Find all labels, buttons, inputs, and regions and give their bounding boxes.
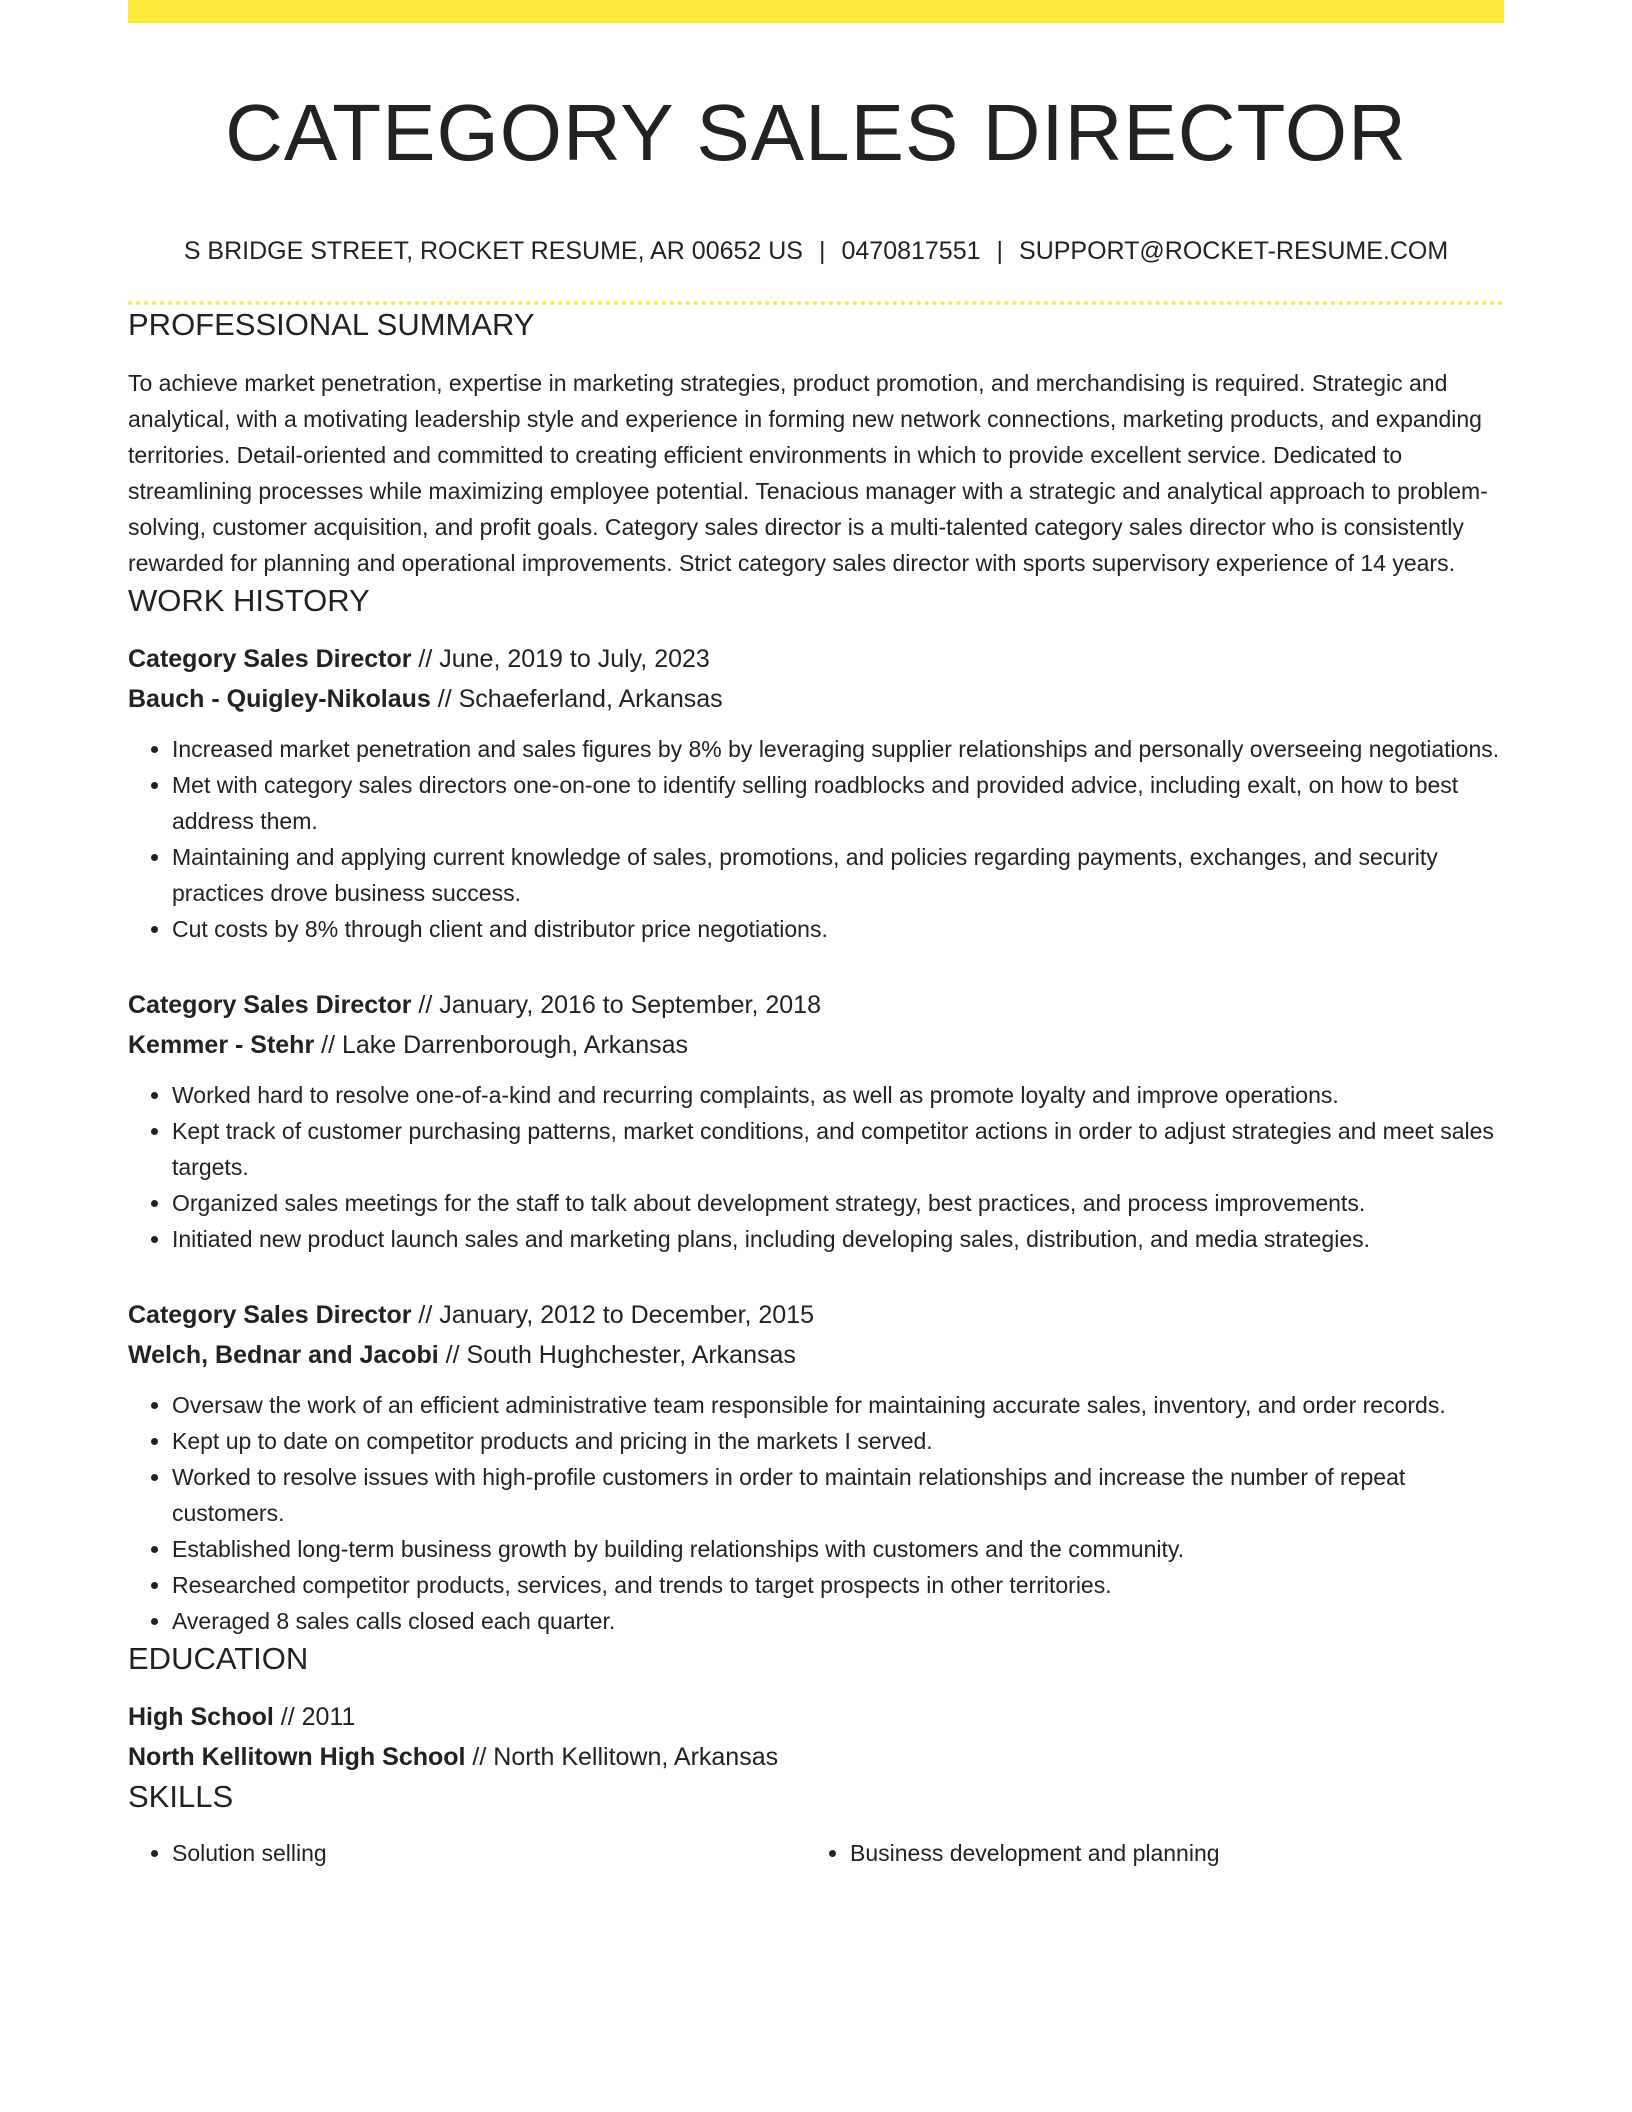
job-bullet: • Averaged 8 sales calls closed each quarter.: [172, 1603, 1504, 1639]
education-degree-line: [128, 1697, 1504, 1737]
job-location: // South Hughchester, Arkansas: [438, 1341, 796, 1369]
education-year: // 2011: [273, 1703, 356, 1731]
job-company: Welch, Bednar and Jacobi: [128, 1341, 439, 1369]
education-heading: EDUCATION: [128, 1641, 309, 1676]
contact-line: [128, 235, 1504, 267]
education-location: // North Kellitown, Arkansas: [465, 1743, 779, 1771]
job-role-line: [128, 1295, 1504, 1335]
job-bullet: • Established long-term business growth by building relationships with customers and the community.: [172, 1531, 1504, 1567]
job-role: Category Sales Director: [128, 991, 412, 1019]
job-company-line: [128, 1335, 1504, 1375]
job-bullets: [128, 1077, 1504, 1257]
job-bullets: [128, 731, 1504, 947]
job-bullet: • Cut costs by 8% through client and distributor price negotiations.: [172, 911, 1504, 947]
job-bullet: • Worked hard to resolve one-of-a-kind and recurring complaints, as well as promote loyalty and improve operations.: [172, 1077, 1504, 1113]
summary-text: To achieve market penetration, expertise in marketing strategies, product promotion, and merchandising is required. Strategic and analytical, with a motivating leadership style and experience in forming new network connections, marketing products, and expanding territories. Detail-oriented and committed to creating efficient environments in which to provide excellent service. Dedicated to streamlining processes while maximizing employee potential. Tenacious manager with a strategic and analytical approach to problem-solving, customer acquisition, and profit goals. Category sales director is a multi-talented category sales director who is consistently rewarded for planning and operational improvements. Strict category sales director with sports supervisory experience of 14 years.: [128, 370, 1488, 576]
skills-column-right: [806, 1835, 1484, 1871]
accent-top-bar: [128, 0, 1504, 23]
contact-phone: 0470817551: [841, 237, 981, 265]
education-school: North Kellitown High School: [128, 1743, 466, 1771]
job-location: // Lake Darrenborough, Arkansas: [314, 1031, 688, 1059]
job-dates: // January, 2016 to September, 2018: [411, 991, 821, 1019]
job-entry: [128, 985, 1504, 1257]
summary-heading: PROFESSIONAL SUMMARY: [128, 307, 535, 342]
work-history-heading: WORK HISTORY: [128, 583, 370, 618]
job-role-line: [128, 639, 1504, 679]
job-bullet: • Researched competitor products, services, and trends to target prospects in other territories.: [172, 1567, 1504, 1603]
education-school-line: [128, 1737, 1504, 1777]
contact-address: S BRIDGE STREET, ROCKET RESUME, AR 00652 US: [183, 237, 803, 265]
job-bullet: • Oversaw the work of an efficient administrative team responsible for maintaining accurate sales, inventory, and order records.: [172, 1387, 1504, 1423]
job-bullet: • Initiated new product launch sales and marketing plans, including developing sales, distribution, and media strategies.: [172, 1221, 1504, 1257]
job-company: Bauch - Quigley-Nikolaus: [128, 685, 431, 713]
job-bullet: • Increased market penetration and sales figures by 8% by leveraging supplier relationships and personally overseeing negotiations.: [172, 731, 1504, 767]
skills-heading: SKILLS: [128, 1779, 234, 1814]
job-bullet: • Organized sales meetings for the staff to talk about development strategy, best practices, and process improvements.: [172, 1185, 1504, 1221]
job-location: // Schaeferland, Arkansas: [430, 685, 723, 713]
job-dates: // January, 2012 to December, 2015: [411, 1301, 815, 1329]
education-entry: [128, 1697, 1504, 1777]
job-role: Category Sales Director: [128, 1301, 412, 1329]
job-entry: [128, 639, 1504, 947]
contact-email: SUPPORT@ROCKET-RESUME.COM: [1019, 237, 1449, 265]
job-company-line: [128, 679, 1504, 719]
skills-column-left: [128, 1835, 806, 1871]
skill-item: • Business development and planning: [850, 1835, 1484, 1871]
job-role-line: [128, 985, 1504, 1025]
resume-name: CATEGORY SALES DIRECTOR: [225, 88, 1407, 177]
job-bullet: • Maintaining and applying current knowledge of sales, promotions, and policies regarding payments, exchanges, and security practices drove business success.: [172, 839, 1504, 911]
job-company-line: [128, 1025, 1504, 1065]
job-entry: [128, 1295, 1504, 1639]
contact-separator: |: [818, 237, 826, 265]
resume-page: [128, 0, 1504, 1871]
job-role: Category Sales Director: [128, 645, 412, 673]
job-bullets: [128, 1387, 1504, 1639]
job-company: Kemmer - Stehr: [128, 1031, 315, 1059]
job-bullet: • Worked to resolve issues with high-profile customers in order to maintain relationships and increase the number of repeat customers.: [172, 1459, 1504, 1531]
skill-item: • Solution selling: [172, 1835, 806, 1871]
job-bullet: • Kept up to date on competitor products and pricing in the markets I served.: [172, 1423, 1504, 1459]
job-dates: // June, 2019 to July, 2023: [411, 645, 710, 673]
job-bullet: • Met with category sales directors one-on-one to identify selling roadblocks and provided advice, including exalt, on how to best address them.: [172, 767, 1504, 839]
contact-separator: |: [996, 237, 1004, 265]
job-bullet: • Kept track of customer purchasing patterns, market conditions, and competitor actions in order to adjust strategies and meet sales targets.: [172, 1113, 1504, 1185]
education-degree: High School: [128, 1703, 274, 1731]
skills-list: [128, 1835, 1504, 1871]
